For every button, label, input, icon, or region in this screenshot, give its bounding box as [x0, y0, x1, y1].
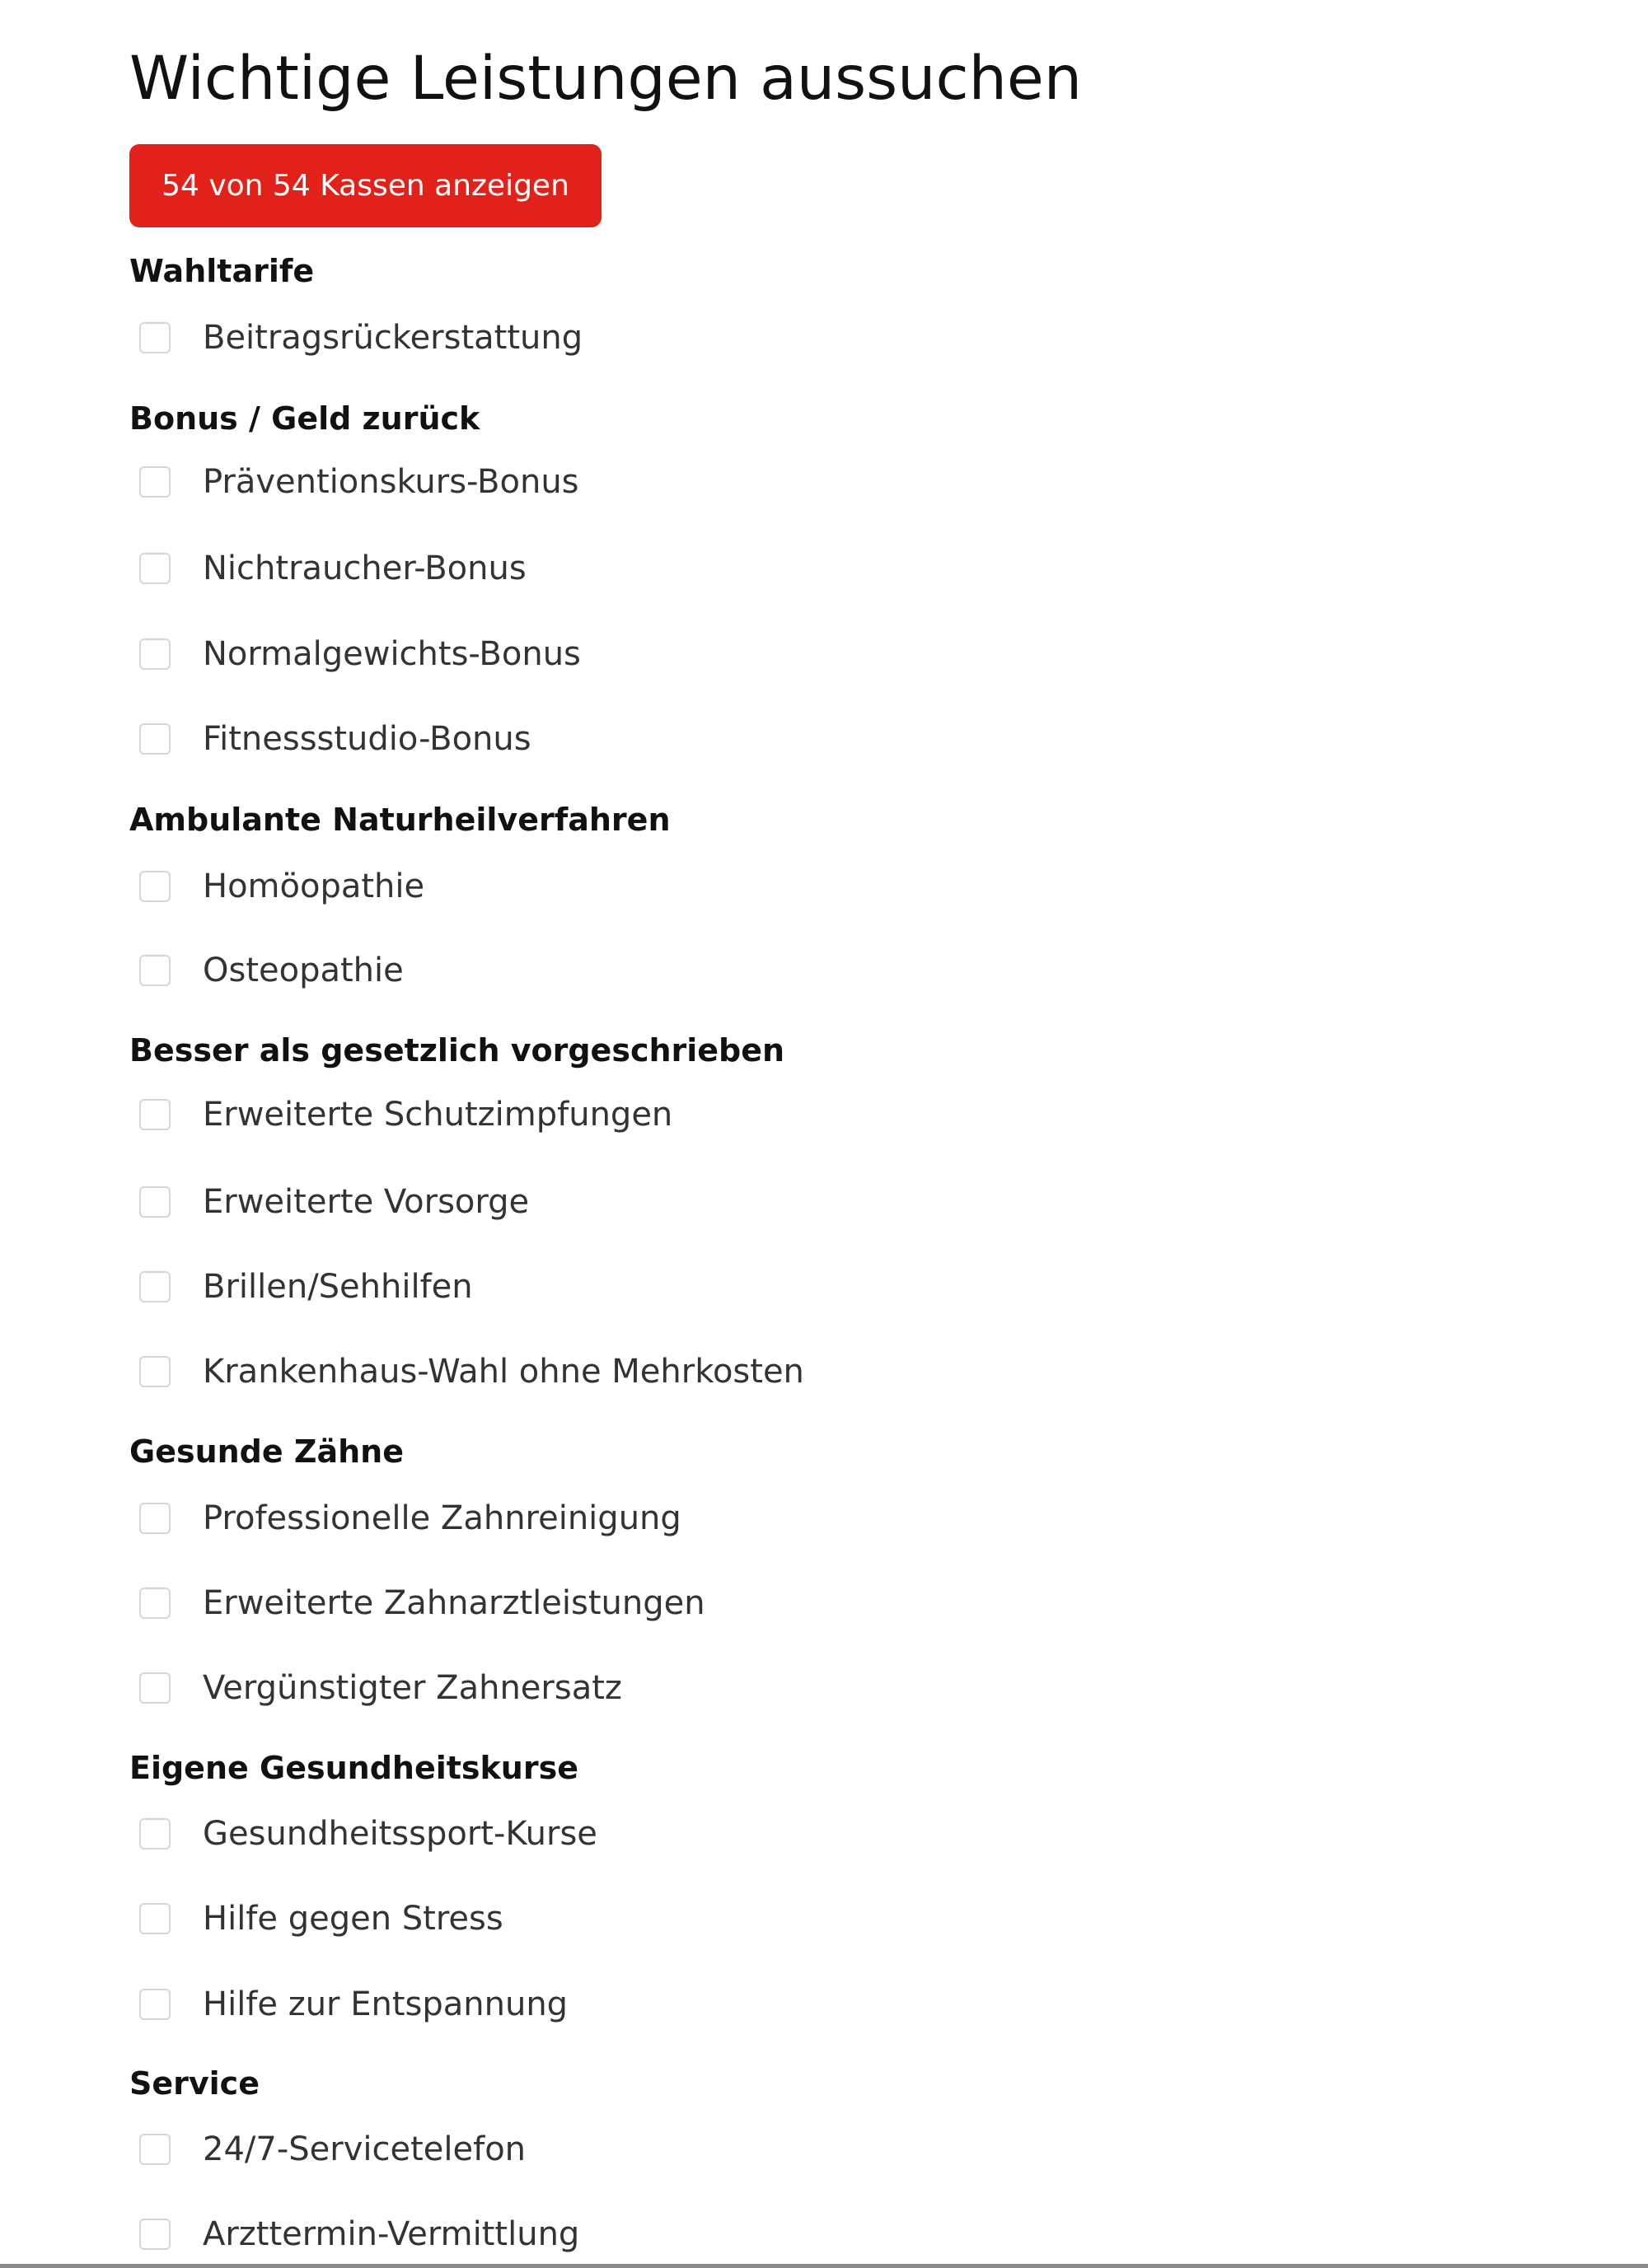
- option-homoeopathie[interactable]: [139, 863, 424, 910]
- option-erweiterte-zahnarztleistungen[interactable]: [139, 1580, 705, 1626]
- option-beitragsrueckerstattung[interactable]: [139, 315, 583, 361]
- option-praeventionskurs-bonus[interactable]: [139, 459, 579, 505]
- section-title-service: Service: [129, 2065, 260, 2102]
- option-label: Hilfe gegen Stress: [203, 1900, 503, 1938]
- option-servicetelefon[interactable]: [139, 2126, 526, 2172]
- section-title-naturheilverfahren: Ambulante Naturheilverfahren: [129, 802, 671, 838]
- option-professionelle-zahnreinigung[interactable]: [139, 1495, 681, 1541]
- checkbox[interactable]: [139, 1989, 171, 2020]
- checkbox[interactable]: [139, 322, 171, 353]
- option-label: Beitragsrückerstattung: [203, 319, 583, 357]
- option-label: Osteopathie: [203, 952, 404, 989]
- option-label: Professionelle Zahnreinigung: [203, 1499, 681, 1537]
- option-arzttermin-vermittlung[interactable]: [139, 2211, 579, 2257]
- option-hilfe-gegen-stress[interactable]: [139, 1896, 503, 1942]
- section-title-bonus: Bonus / Geld zurück: [129, 400, 480, 437]
- option-gesundheitssport-kurse[interactable]: [139, 1811, 597, 1857]
- show-results-button[interactable]: 54 von 54 Kassen anzeigen: [129, 144, 602, 227]
- option-label: Erweiterte Zahnarztleistungen: [203, 1584, 705, 1622]
- window-bottom-border: [0, 2264, 1648, 2268]
- option-normalgewichts-bonus[interactable]: [139, 631, 581, 677]
- checkbox[interactable]: [139, 466, 171, 498]
- option-label: Normalgewichts-Bonus: [203, 635, 581, 673]
- checkbox[interactable]: [139, 1818, 171, 1849]
- checkbox[interactable]: [139, 1672, 171, 1704]
- option-brillen-sehhilfen[interactable]: [139, 1264, 473, 1310]
- page-title: Wichtige Leistungen aussuchen: [129, 44, 1083, 114]
- checkbox[interactable]: [139, 2134, 171, 2165]
- checkbox[interactable]: [139, 638, 171, 670]
- checkbox[interactable]: [139, 1356, 171, 1387]
- option-label: Krankenhaus-Wahl ohne Mehrkosten: [203, 1353, 804, 1391]
- section-title-besser-als-gesetzlich: Besser als gesetzlich vorgeschrieben: [129, 1032, 785, 1069]
- checkbox[interactable]: [139, 1099, 171, 1130]
- checkbox[interactable]: [139, 1903, 171, 1934]
- section-title-wahltarife: Wahltarife: [129, 253, 315, 289]
- option-label: Brillen/Sehhilfen: [203, 1268, 473, 1306]
- checkbox[interactable]: [139, 1186, 171, 1218]
- checkbox[interactable]: [139, 553, 171, 584]
- option-label: Präventionskurs-Bonus: [203, 463, 579, 501]
- option-erweiterte-vorsorge[interactable]: [139, 1179, 529, 1225]
- option-label: 24/7-Servicetelefon: [203, 2130, 527, 2168]
- section-title-gesunde-zaehne: Gesunde Zähne: [129, 1433, 404, 1470]
- option-erweiterte-schutzimpfungen[interactable]: [139, 1092, 672, 1138]
- option-label: Gesundheitssport-Kurse: [203, 1815, 597, 1853]
- option-label: Nichtraucher-Bonus: [203, 549, 527, 587]
- option-verguenstigter-zahnersatz[interactable]: [139, 1665, 622, 1711]
- option-krankenhaus-wahl[interactable]: [139, 1349, 804, 1395]
- option-label: Erweiterte Vorsorge: [203, 1183, 530, 1221]
- section-title-gesundheitskurse: Eigene Gesundheitskurse: [129, 1750, 578, 1786]
- checkbox[interactable]: [139, 871, 171, 902]
- checkbox[interactable]: [139, 723, 171, 755]
- option-osteopathie[interactable]: [139, 947, 404, 994]
- option-label: Hilfe zur Entspannung: [203, 1985, 569, 2023]
- option-nichtraucher-bonus[interactable]: [139, 545, 527, 592]
- checkbox[interactable]: [139, 1588, 171, 1619]
- checkbox[interactable]: [139, 955, 171, 986]
- checkbox[interactable]: [139, 1271, 171, 1302]
- checkbox[interactable]: [139, 2219, 171, 2250]
- option-label: Fitnessstudio-Bonus: [203, 720, 531, 758]
- option-label: Vergünstigter Zahnersatz: [203, 1669, 622, 1707]
- option-fitnessstudio-bonus[interactable]: [139, 716, 531, 762]
- option-label: Erweiterte Schutzimpfungen: [203, 1096, 673, 1134]
- checkbox[interactable]: [139, 1503, 171, 1534]
- option-label: Homöopathie: [203, 867, 425, 905]
- option-hilfe-zur-entspannung[interactable]: [139, 1981, 568, 2027]
- option-label: Arzttermin-Vermittlung: [203, 2215, 580, 2253]
